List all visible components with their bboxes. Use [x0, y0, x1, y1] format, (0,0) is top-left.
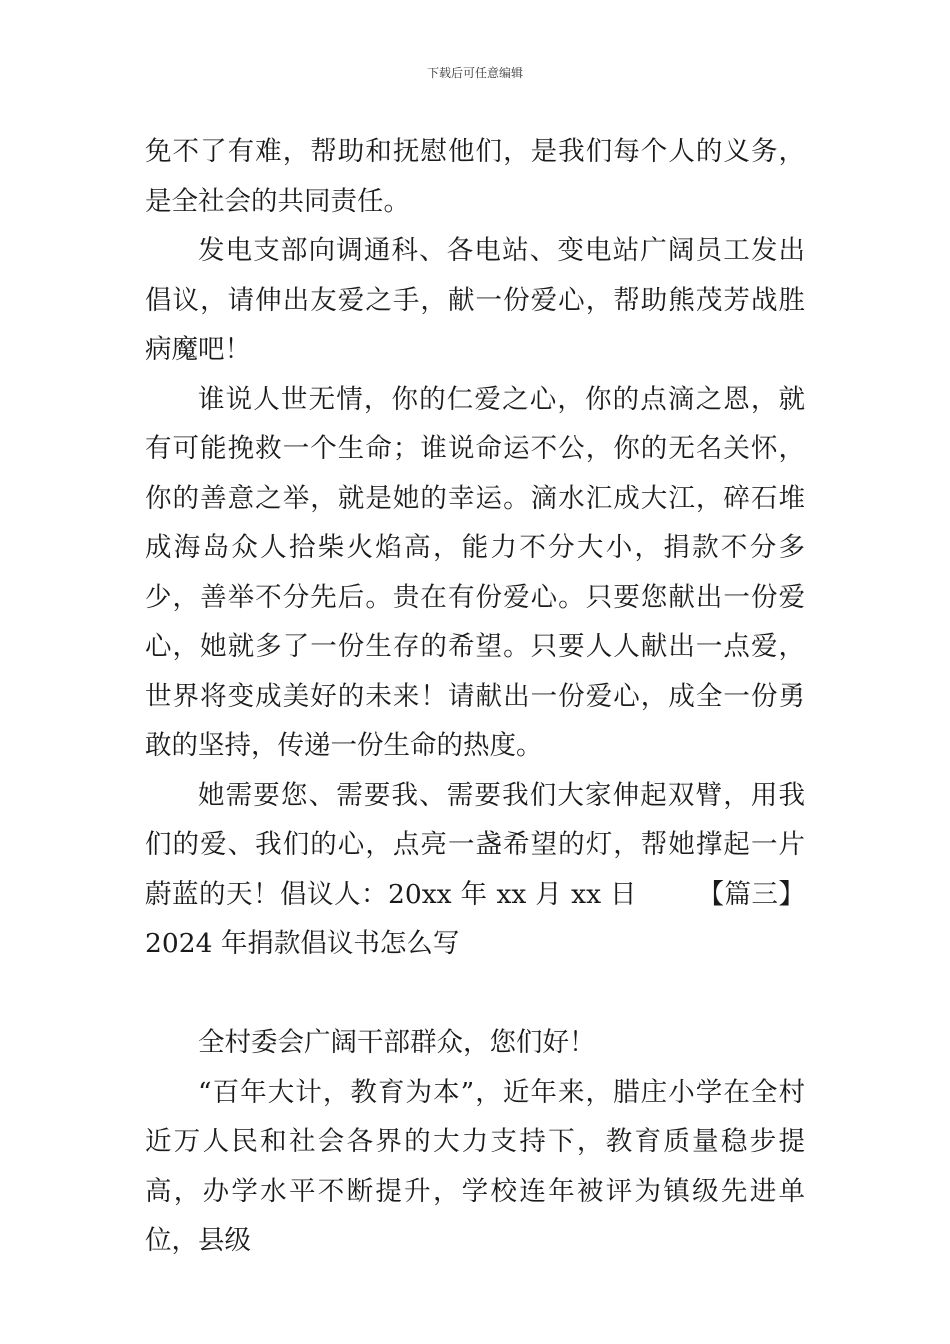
paragraph-4-text: 她需要您、需要我、需要我们大家伸起双臂，用我们的爱、我们的心，点亮一盏希望的灯，帮她撑起一片蔚蓝的天！倡议人：20xx 年 xx 月 xx 日 [145, 779, 805, 910]
paragraph-3: 谁说人世无情，你的仁爱之心，你的点滴之恩，就有可能挽救一个生命；谁说命运不公，你的无名关怀，你的善意之举，就是她的幸运。滴水汇成大江，碎石堆成海岛众人拾柴火焰高，能力不分大小，捐款不分多少，善举不分先后。贵在有份爱心。只要您献出一份爱心，她就多了一份生存的希望。只要人人献出一点爱，世界将变成美好的未来！请献出一份爱心，成全一份勇敢的坚持，传递一份生命的热度。 [145, 383, 805, 761]
paragraph-5: 全村委会广阔干部群众，您们好！ [198, 1027, 596, 1058]
paragraph-4 [145, 771, 805, 969]
blank-line [145, 969, 805, 1019]
paragraph-6: “百年大计，教育为本”，近年来，腊庄小学在全村近万人民和社会各界的大力支持下，教育质量稳步提高，办学水平不断提升，学校连年被评为镇级先进单位，县级 [145, 1076, 805, 1256]
page-header: 下载后可任意编辑 [426, 66, 523, 80]
section-heading: 【篇三】2024 年捐款倡议书怎么写 [145, 878, 805, 959]
document-body [145, 127, 805, 1266]
paragraph-2: 发电支部向调通科、各电站、变电站广阔员工发出倡议，请伸出友爱之手，献一份爱心，帮助熊茂芳战胜病魔吧！ [145, 235, 805, 365]
paragraph-1: 免不了有难，帮助和抚慰他们，是我们每个人的义务，是全社会的共同责任。 [145, 136, 805, 217]
